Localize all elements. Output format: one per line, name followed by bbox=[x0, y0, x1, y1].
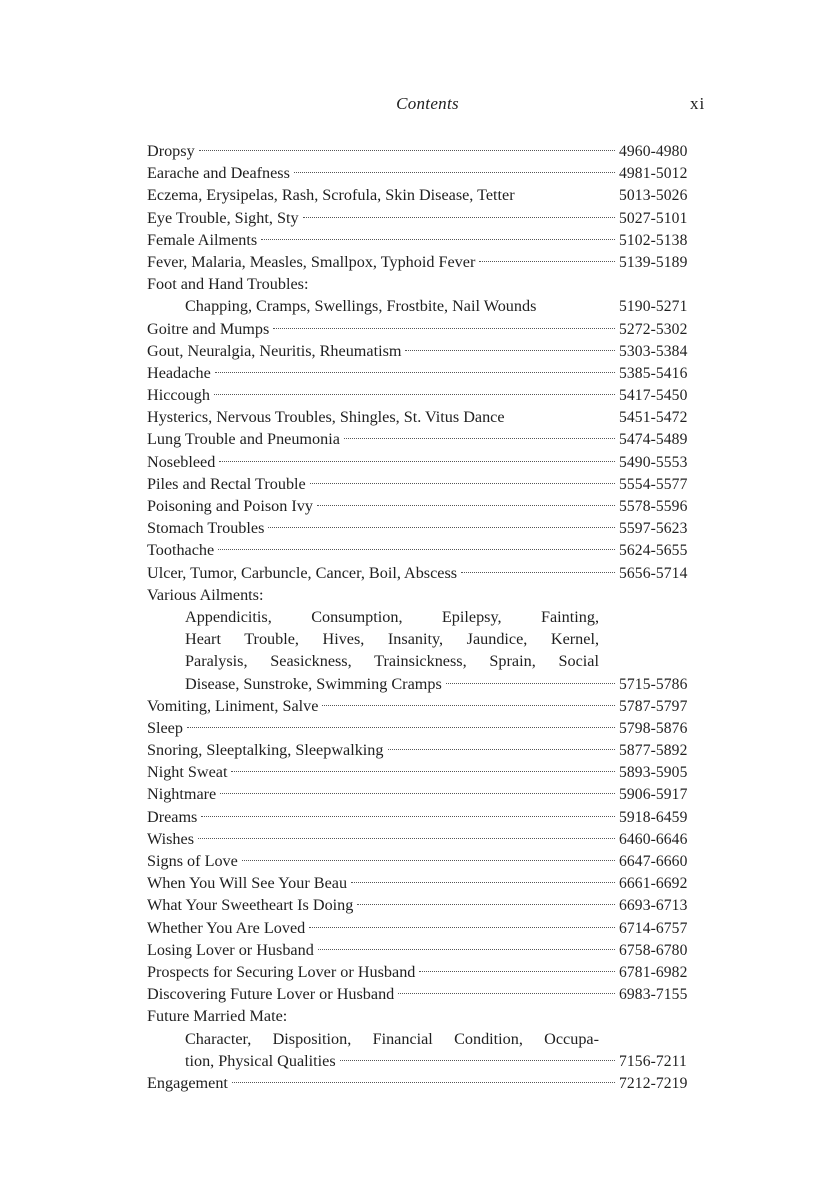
toc-entry-pages: 6983-7155 bbox=[619, 986, 688, 1004]
toc-entry[interactable] bbox=[147, 162, 715, 184]
toc-entry-title: Prospects for Securing Lover or Husband bbox=[147, 962, 416, 981]
toc-entry-pages: 5554-5577 bbox=[619, 475, 688, 493]
toc-entry[interactable] bbox=[147, 939, 715, 961]
dot-leader bbox=[198, 838, 615, 839]
toc-entry-pages: 5877-5892 bbox=[619, 742, 688, 760]
toc-entry-title: Sleep bbox=[147, 718, 183, 737]
toc-entry-title: Losing Lover or Husband bbox=[147, 940, 314, 959]
toc-entry-pages: 5624-5655 bbox=[619, 542, 688, 560]
toc-entry-title: Future Married Mate: bbox=[147, 1007, 288, 1026]
toc-entry[interactable] bbox=[147, 739, 715, 761]
toc-entry-pages: 5190-5271 bbox=[619, 298, 688, 316]
toc-entry-pages: 5597-5623 bbox=[619, 520, 688, 538]
dot-leader bbox=[220, 793, 615, 794]
dot-leader bbox=[215, 372, 615, 373]
dot-leader bbox=[310, 483, 615, 484]
toc-entry-continuation: Appendicitis, Consumption, Epilepsy, Fainting, bbox=[185, 607, 599, 626]
toc-entry-title: Headache bbox=[147, 363, 211, 382]
dot-leader bbox=[398, 993, 615, 994]
toc-entry-title: Chapping, Cramps, Swellings, Frostbite, Nail Wounds bbox=[185, 297, 537, 316]
toc-entry-title: Nightmare bbox=[147, 785, 217, 804]
toc-entry-pages: 4960-4980 bbox=[619, 143, 688, 160]
dot-leader bbox=[268, 527, 615, 528]
toc-entry-title: Signs of Love bbox=[147, 852, 238, 870]
toc-entry-continuation: Paralysis, Seasickness, Trainsickness, Sprain, Social bbox=[185, 652, 599, 671]
toc-section-heading bbox=[147, 1005, 715, 1027]
dot-leader bbox=[201, 816, 615, 817]
dot-leader bbox=[232, 1082, 615, 1083]
dot-leader bbox=[322, 705, 615, 706]
toc-entry[interactable] bbox=[147, 850, 715, 872]
toc-entry-title: Female Ailments bbox=[147, 230, 258, 249]
toc-entry-title: Dreams bbox=[147, 807, 198, 826]
toc-entry-title: Night Sweat bbox=[147, 763, 228, 782]
toc-entry-pages: 6714-6757 bbox=[619, 919, 688, 937]
dot-leader bbox=[340, 1060, 615, 1061]
toc-entry-title: Ulcer, Tumor, Carbuncle, Cancer, Boil, Abscess bbox=[147, 563, 458, 582]
toc-entry[interactable] bbox=[147, 673, 715, 695]
toc-entry[interactable] bbox=[147, 917, 715, 939]
toc-entry-title: Engagement bbox=[147, 1073, 228, 1092]
toc-entry-title: Hiccough bbox=[147, 386, 210, 405]
toc-entry-pages: 5272-5302 bbox=[619, 320, 688, 338]
toc-entry[interactable] bbox=[147, 761, 715, 783]
toc-entry-pages: 5787-5797 bbox=[619, 697, 688, 715]
toc-entry-pages: 5474-5489 bbox=[619, 431, 688, 449]
toc-entry-pages: 5027-5101 bbox=[619, 209, 688, 227]
toc-entry[interactable] bbox=[147, 140, 715, 162]
toc-entry-pages: 5013-5026 bbox=[619, 187, 688, 205]
toc-entry-continuation: Character, Disposition, Financial Condition, Occupa- bbox=[185, 1029, 599, 1048]
toc-entry[interactable] bbox=[147, 406, 715, 428]
toc-entry-title: Nosebleed bbox=[147, 452, 216, 471]
page-number: xi bbox=[690, 94, 706, 113]
dot-leader bbox=[405, 350, 615, 351]
toc-entry-pages: 5578-5596 bbox=[619, 498, 688, 515]
dot-leader bbox=[219, 461, 615, 462]
toc-entry-pages: 7156-7211 bbox=[619, 1052, 687, 1070]
dot-leader bbox=[419, 971, 615, 972]
toc-entry[interactable] bbox=[147, 362, 715, 384]
toc-entry-title: Stomach Troubles bbox=[147, 519, 265, 538]
toc-entry-pages: 5656-5714 bbox=[619, 564, 688, 582]
toc-entry[interactable] bbox=[147, 340, 715, 362]
toc-section-heading bbox=[147, 273, 715, 295]
dot-leader bbox=[187, 727, 615, 728]
toc-entry-title: Poisoning and Poison Ivy bbox=[147, 497, 313, 515]
dot-leader bbox=[461, 572, 615, 573]
toc-entry[interactable] bbox=[147, 872, 715, 894]
toc-entry[interactable] bbox=[147, 695, 715, 717]
dot-leader bbox=[357, 904, 615, 905]
toc-entry-pages: 5918-6459 bbox=[619, 808, 688, 826]
toc-entry-continuation: Heart Trouble, Hives, Insanity, Jaundice, Kernel, bbox=[185, 630, 599, 649]
toc-entry-title: Gout, Neuralgia, Neuritis, Rheumatism bbox=[147, 341, 402, 360]
toc-entry[interactable] bbox=[147, 451, 715, 473]
toc-entry[interactable] bbox=[147, 783, 715, 805]
toc-entry-title: Hysterics, Nervous Troubles, Shingles, St. Vitus Dance bbox=[147, 408, 505, 427]
running-title: Contents bbox=[396, 94, 459, 113]
toc-entry-title: What Your Sweetheart Is Doing bbox=[147, 896, 354, 915]
toc-entry[interactable] bbox=[147, 1072, 715, 1094]
toc-entry[interactable] bbox=[147, 1050, 715, 1072]
toc-entry-pages: 5893-5905 bbox=[619, 764, 688, 782]
dot-leader bbox=[199, 150, 615, 151]
dot-leader bbox=[479, 261, 615, 262]
toc-entry-pages: 5303-5384 bbox=[619, 342, 688, 360]
toc-entry-pages: 6460-6646 bbox=[619, 830, 688, 848]
toc-entry-title: Various Ailments: bbox=[147, 585, 264, 604]
toc-entry-title: Goitre and Mumps bbox=[147, 319, 270, 338]
toc-entry-title: Fever, Malaria, Measles, Smallpox, Typhoid Fever bbox=[147, 252, 476, 271]
toc-entry[interactable] bbox=[147, 983, 715, 1005]
toc-entry-title: Eczema, Erysipelas, Rash, Scrofula, Skin Disease, Tetter bbox=[147, 186, 515, 205]
toc-entry-pages: 5798-5876 bbox=[619, 719, 688, 737]
toc-entry-pages: 4981-5012 bbox=[619, 165, 688, 183]
toc-entry-pages: 5385-5416 bbox=[619, 364, 688, 382]
dot-leader bbox=[294, 172, 615, 173]
toc-entry-title: Snoring, Sleeptalking, Sleepwalking bbox=[147, 741, 384, 760]
toc-entry-title: Piles and Rectal Trouble bbox=[147, 474, 306, 493]
toc-entry-title: Wishes bbox=[147, 829, 195, 848]
toc-entry-title: Eye Trouble, Sight, Sty bbox=[147, 208, 299, 227]
toc-entry[interactable] bbox=[147, 828, 715, 850]
toc-entry-pages: 6661-6692 bbox=[619, 875, 688, 893]
dot-leader bbox=[446, 683, 615, 684]
dot-leader bbox=[351, 882, 615, 883]
dot-leader bbox=[317, 505, 615, 506]
toc-entry[interactable] bbox=[147, 318, 715, 340]
toc-entry[interactable] bbox=[147, 961, 715, 983]
toc-entry-pages: 6781-6982 bbox=[619, 963, 688, 981]
toc-entry-pages: 5490-5553 bbox=[619, 453, 688, 471]
toc-entry-title: Whether You Are Loved bbox=[147, 918, 306, 937]
toc-entry[interactable] bbox=[147, 295, 715, 317]
dot-leader bbox=[309, 927, 615, 928]
toc-entry-title: tion, Physical Qualities bbox=[185, 1051, 336, 1070]
toc-entry-title: Disease, Sunstroke, Swimming Cramps bbox=[185, 674, 442, 693]
dot-leader bbox=[231, 771, 615, 772]
dot-leader bbox=[273, 328, 615, 329]
toc-entry[interactable] bbox=[147, 517, 715, 539]
toc-entry-title: Lung Trouble and Pneumonia bbox=[147, 430, 340, 449]
toc-entry-pages: 6647-6660 bbox=[619, 853, 688, 870]
toc-section-heading bbox=[147, 584, 715, 606]
toc-entry[interactable] bbox=[147, 384, 715, 406]
toc-entry[interactable] bbox=[147, 428, 715, 450]
toc-entry-pages: 6758-6780 bbox=[619, 941, 688, 959]
dot-leader bbox=[344, 438, 615, 439]
toc-entry[interactable] bbox=[147, 251, 715, 273]
table-of-contents bbox=[147, 140, 715, 1094]
toc-entry-pages: 5906-5917 bbox=[619, 786, 688, 804]
toc-entry-title: Foot and Hand Troubles: bbox=[147, 275, 309, 294]
toc-entry-pages: 5715-5786 bbox=[619, 675, 688, 693]
toc-entry[interactable] bbox=[147, 207, 715, 229]
toc-entry[interactable] bbox=[147, 229, 715, 251]
toc-entry[interactable] bbox=[147, 806, 715, 828]
dot-leader bbox=[388, 749, 616, 750]
dot-leader bbox=[218, 549, 615, 550]
dot-leader bbox=[303, 217, 615, 218]
toc-entry[interactable] bbox=[147, 562, 715, 584]
page-header bbox=[0, 94, 840, 118]
toc-entry-title: Dropsy bbox=[147, 142, 195, 160]
toc-entry-pages: 5102-5138 bbox=[619, 231, 688, 249]
toc-entry-title: When You Will See Your Beau bbox=[147, 874, 348, 893]
toc-entry[interactable] bbox=[147, 495, 715, 517]
toc-entry[interactable] bbox=[147, 717, 715, 739]
toc-entry[interactable] bbox=[147, 894, 715, 916]
toc-entry-pages: 5451-5472 bbox=[619, 409, 688, 427]
dot-leader bbox=[242, 860, 615, 861]
toc-entry-title: Vomiting, Liniment, Salve bbox=[147, 696, 319, 715]
toc-entry-title: Discovering Future Lover or Husband bbox=[147, 985, 395, 1004]
toc-entry[interactable] bbox=[147, 473, 715, 495]
toc-entry-title: Toothache bbox=[147, 541, 215, 560]
toc-entry-pages: 7212-7219 bbox=[619, 1074, 688, 1092]
toc-entry[interactable] bbox=[147, 184, 715, 206]
dot-leader bbox=[318, 949, 615, 950]
toc-entry-title: Earache and Deafness bbox=[147, 164, 290, 183]
dot-leader bbox=[214, 394, 615, 395]
toc-entry-pages: 5139-5189 bbox=[619, 253, 688, 271]
toc-entry[interactable] bbox=[147, 539, 715, 561]
toc-entry-pages: 5417-5450 bbox=[619, 387, 688, 405]
toc-entry-pages: 6693-6713 bbox=[619, 897, 688, 915]
dot-leader bbox=[261, 239, 615, 240]
